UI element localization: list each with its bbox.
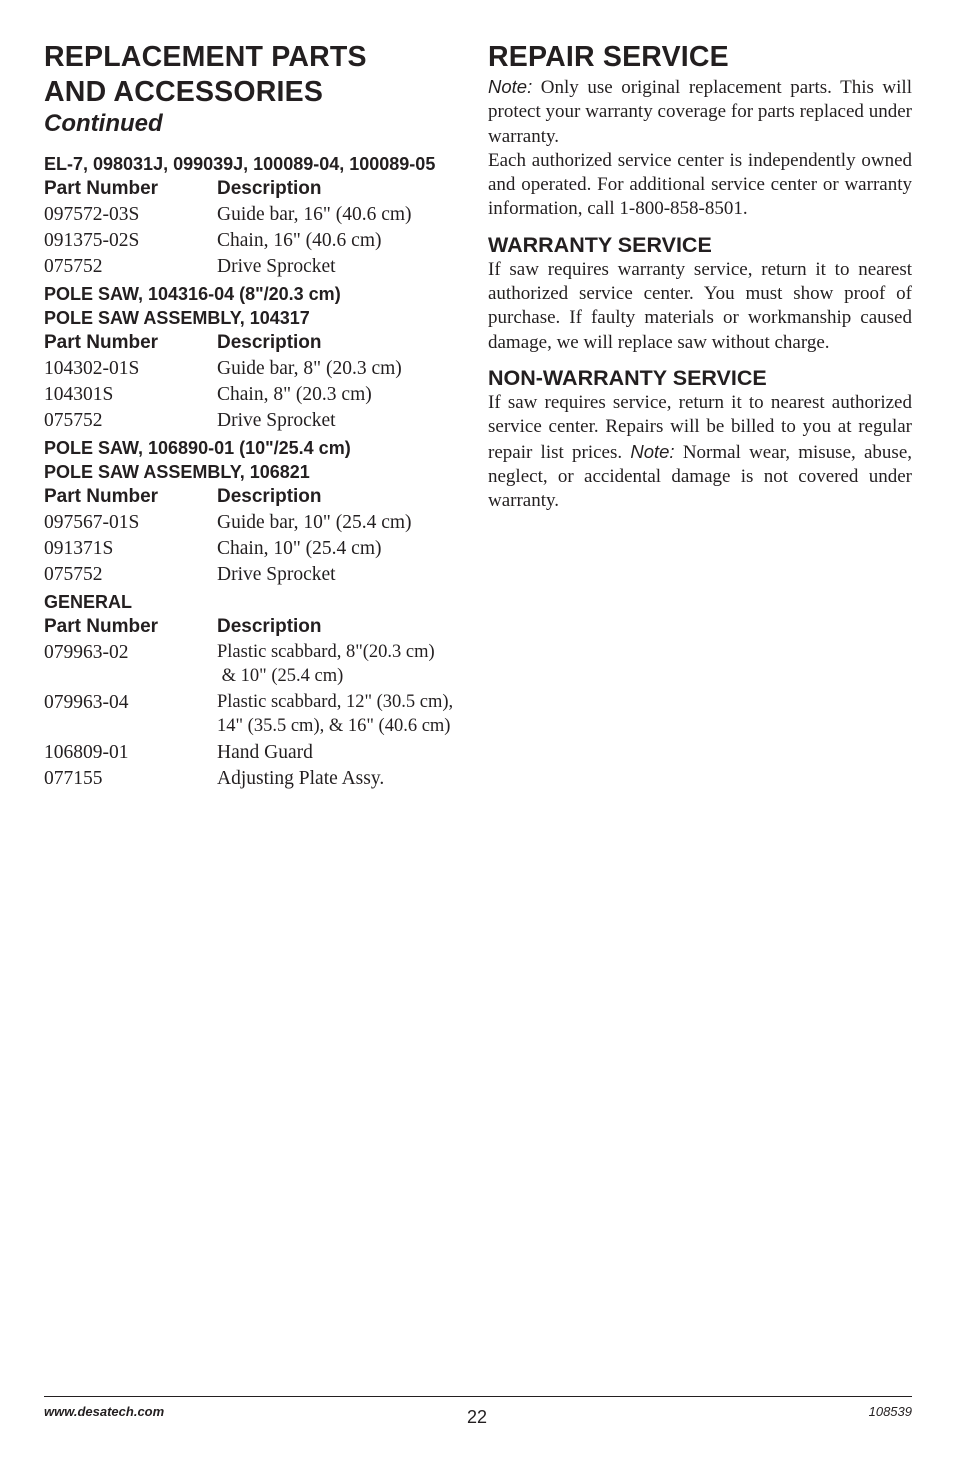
part-number: 104302-01S: [44, 358, 140, 379]
part-description: [217, 740, 469, 766]
description-header: Description: [217, 332, 322, 353]
part-number-header: Part Number: [44, 486, 159, 507]
description-line: Chain, 10" (25.4 cm): [217, 538, 382, 559]
table-row: [44, 202, 469, 228]
description-line: Guide bar, 8" (20.3 cm): [217, 358, 402, 379]
table-row: [44, 766, 469, 792]
part-number-header: Part Number: [44, 616, 159, 637]
part-description: [217, 536, 469, 562]
part-description: [217, 640, 469, 690]
description-line: 14" (35.5 cm), & 16" (40.6 cm): [217, 716, 451, 736]
part-number: 077155: [44, 768, 103, 789]
part-number: 075752: [44, 564, 103, 585]
non-warranty-service-heading: NON-WARRANTY SERVICE: [488, 365, 767, 390]
description-line: Hand Guard: [217, 742, 313, 763]
table-row: [44, 536, 469, 562]
part-description: [217, 382, 469, 408]
non-warranty-text-2: Normal wear, misuse, abuse, neglect, or accidental damage is not covered under warranty.: [488, 441, 912, 512]
page-number: 22: [466, 1407, 488, 1427]
right-column: [488, 40, 912, 513]
parts-section: [44, 436, 469, 588]
non-warranty-text-1: If saw requires service, return it to nearest authorized service center. Repairs will be billed to you at regular repair list prices.: [488, 391, 912, 463]
description-header: Description: [217, 486, 322, 507]
non-warranty-service-text: [488, 391, 912, 513]
part-description: [217, 228, 469, 254]
part-number: 097567-01S: [44, 512, 140, 533]
table-row: [44, 690, 469, 740]
table-row: [44, 356, 469, 382]
description-header: Description: [217, 616, 322, 637]
page-title-line2: AND ACCESSORIES: [44, 76, 324, 108]
section-heading: POLE SAW, 104316-04 (8"/20.3 cm): [44, 284, 341, 304]
table-header-row: [44, 484, 469, 510]
description-line: Guide bar, 10" (25.4 cm): [217, 512, 412, 533]
table-header-row: [44, 330, 469, 356]
description-line: Plastic scabbard, 8"(20.3 cm): [217, 642, 435, 662]
parts-section: [44, 282, 469, 434]
parts-section: [44, 152, 469, 280]
description-line: Chain, 8" (20.3 cm): [217, 384, 372, 405]
part-description: [217, 766, 469, 792]
section-heading: EL-7, 098031J, 099039J, 100089-04, 100089-05: [44, 154, 436, 174]
description-line: Chain, 16" (40.6 cm): [217, 230, 382, 251]
footer-divider: [44, 1396, 912, 1397]
section-heading: POLE SAW ASSEMBLY, 106821: [44, 462, 310, 482]
description-line: Guide bar, 16" (40.6 cm): [217, 204, 412, 225]
part-description: [217, 408, 469, 434]
part-number: 075752: [44, 410, 103, 431]
table-row: [44, 740, 469, 766]
part-number: 075752: [44, 256, 103, 277]
parts-sections: [44, 152, 469, 792]
footer-website: www.desatech.com: [44, 1404, 165, 1419]
warranty-service-heading: WARRANTY SERVICE: [488, 232, 712, 257]
intro-note-paragraph: [488, 75, 912, 149]
part-description: [217, 202, 469, 228]
description-header: Description: [217, 178, 322, 199]
table-row: [44, 510, 469, 536]
description-line: & 10" (25.4 cm): [217, 666, 344, 686]
continued-subtitle: Continued: [44, 110, 163, 137]
part-number: 104301S: [44, 384, 114, 405]
part-number: 091371S: [44, 538, 114, 559]
part-number-header: Part Number: [44, 332, 159, 353]
left-column: [44, 40, 469, 792]
section-heading: GENERAL: [44, 592, 133, 612]
part-number: 079963-02: [44, 642, 129, 663]
part-number: 079963-04: [44, 692, 129, 713]
table-row: [44, 640, 469, 690]
section-heading: POLE SAW ASSEMBLY, 104317: [44, 308, 310, 328]
repair-service-title: REPAIR SERVICE: [488, 41, 729, 73]
parts-section: [44, 590, 469, 792]
part-description: [217, 510, 469, 536]
intro-paragraph-2: Each authorized service center is independently owned and operated. For additional service center or warranty information, call 1-800-858-8501.: [488, 149, 912, 220]
note-label: Note:: [630, 440, 675, 462]
description-line: Adjusting Plate Assy.: [217, 768, 385, 789]
page-title-line1: REPLACEMENT PARTS: [44, 41, 367, 73]
description-line: Drive Sprocket: [217, 410, 336, 431]
section-heading: POLE SAW, 106890-01 (10"/25.4 cm): [44, 438, 351, 458]
table-row: [44, 408, 469, 434]
description-line: Drive Sprocket: [217, 256, 336, 277]
part-description: [217, 254, 469, 280]
part-number: 106809-01: [44, 742, 129, 763]
table-row: [44, 562, 469, 588]
table-row: [44, 228, 469, 254]
table-row: [44, 254, 469, 280]
table-row: [44, 382, 469, 408]
document-number: 108539: [868, 1404, 912, 1419]
table-header-row: [44, 176, 469, 202]
part-description: [217, 690, 469, 740]
warranty-service-text: If saw requires warranty service, return it to nearest authorized service center. You must show proof of purchase. If faulty materials or workmanship caused damage, we will replace saw without charge.: [488, 258, 912, 353]
table-header-row: [44, 614, 469, 640]
description-line: Drive Sprocket: [217, 564, 336, 585]
part-description: [217, 356, 469, 382]
part-number: 097572-03S: [44, 204, 140, 225]
part-number: 091375-02S: [44, 230, 140, 251]
note-label: Note:: [488, 76, 533, 97]
description-line: Plastic scabbard, 12" (30.5 cm),: [217, 692, 454, 712]
part-description: [217, 562, 469, 588]
intro-note-text: Only use original replacement parts. This will protect your warranty coverage for parts replaced under warranty.: [488, 77, 912, 147]
part-number-header: Part Number: [44, 178, 159, 199]
